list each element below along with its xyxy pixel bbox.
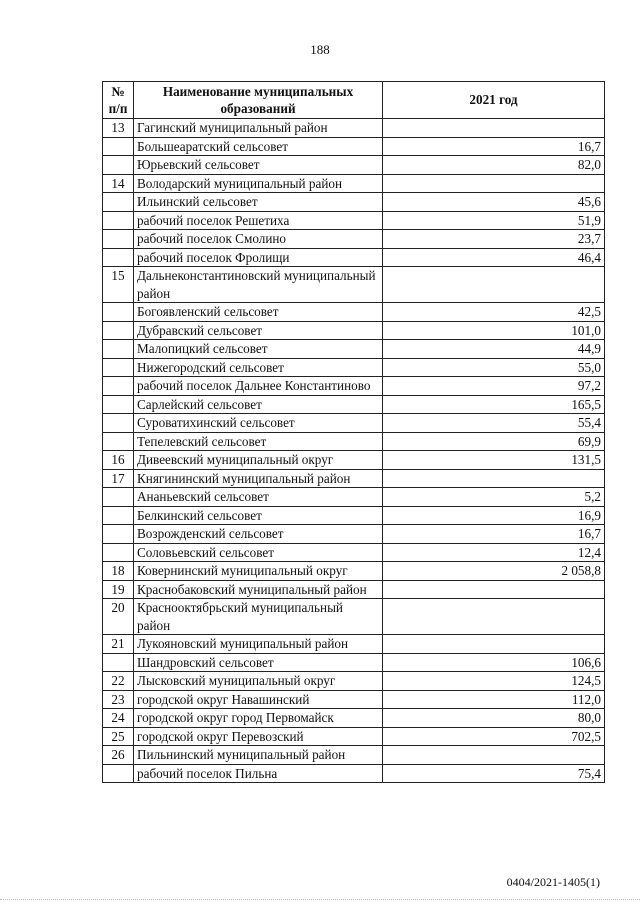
- row-value-cell: 75,4: [383, 764, 605, 783]
- row-value-cell: [383, 119, 605, 138]
- row-name-cell: рабочий поселок Дальнее Константиново: [134, 377, 383, 396]
- row-name-cell: рабочий поселок Фролищи: [134, 248, 383, 267]
- row-name-cell: городской округ Перевозский: [134, 727, 383, 746]
- row-value-cell: [383, 635, 605, 654]
- row-value-cell: 44,9: [383, 340, 605, 359]
- row-value-cell: 101,0: [383, 321, 605, 340]
- table-row: [103, 395, 605, 414]
- row-value-cell: 45,6: [383, 193, 605, 212]
- row-value-cell: [383, 174, 605, 193]
- row-number-cell: 18: [103, 562, 134, 581]
- row-number-cell: 16: [103, 451, 134, 470]
- table-row: [103, 358, 605, 377]
- header-num: № п/п: [103, 82, 134, 119]
- row-name-cell: Краснобаковский муниципальный район: [134, 580, 383, 599]
- table-row: [103, 432, 605, 451]
- row-number-cell: [103, 414, 134, 433]
- row-value-cell: 131,5: [383, 451, 605, 470]
- row-name-cell: городской округ город Первомайск: [134, 709, 383, 728]
- row-name-cell: Возрожденский сельсовет: [134, 525, 383, 544]
- row-name-cell: городской округ Навашинский: [134, 690, 383, 709]
- row-number-cell: 24: [103, 709, 134, 728]
- document-code: 0404/2021-1405(1): [506, 875, 600, 889]
- row-number-cell: 14: [103, 174, 134, 193]
- row-number-cell: 26: [103, 746, 134, 765]
- row-number-cell: 13: [103, 119, 134, 138]
- row-value-cell: [383, 599, 605, 635]
- row-name-cell: рабочий поселок Пильна: [134, 764, 383, 783]
- row-number-cell: [103, 248, 134, 267]
- row-name-cell: Княгининский муниципальный район: [134, 469, 383, 488]
- row-value-cell: 12,4: [383, 543, 605, 562]
- row-name-cell: рабочий поселок Решетиха: [134, 211, 383, 230]
- row-name-cell: Соловьевский сельсовет: [134, 543, 383, 562]
- row-value-cell: 97,2: [383, 377, 605, 396]
- table-row: [103, 727, 605, 746]
- row-value-cell: 16,9: [383, 506, 605, 525]
- row-number-cell: 20: [103, 599, 134, 635]
- page-number: 188: [310, 42, 330, 57]
- row-number-cell: [103, 137, 134, 156]
- row-number-cell: [103, 230, 134, 249]
- row-value-cell: 42,5: [383, 303, 605, 322]
- row-number-cell: [103, 321, 134, 340]
- row-value-cell: 106,6: [383, 653, 605, 672]
- table-row: [103, 599, 605, 635]
- table-row: [103, 211, 605, 230]
- row-name-cell: Дальнеконстантиновский муниципальный район: [134, 267, 383, 303]
- row-value-cell: 55,0: [383, 358, 605, 377]
- table-row: [103, 709, 605, 728]
- table-row: [103, 469, 605, 488]
- row-number-cell: [103, 525, 134, 544]
- table-row: [103, 488, 605, 507]
- row-value-cell: [383, 267, 605, 303]
- row-name-cell: Юрьевский сельсовет: [134, 156, 383, 175]
- row-name-cell: Тепелевский сельсовет: [134, 432, 383, 451]
- header-year: 2021 год: [383, 82, 605, 119]
- row-name-cell: Гагинский муниципальный район: [134, 119, 383, 138]
- row-name-cell: Шандровский сельсовет: [134, 653, 383, 672]
- row-value-cell: 46,4: [383, 248, 605, 267]
- table-row: [103, 137, 605, 156]
- row-number-cell: [103, 303, 134, 322]
- row-number-cell: [103, 358, 134, 377]
- row-name-cell: Белкинский сельсовет: [134, 506, 383, 525]
- row-number-cell: 23: [103, 690, 134, 709]
- row-number-cell: 22: [103, 672, 134, 691]
- row-name-cell: Пильнинский муниципальный район: [134, 746, 383, 765]
- row-number-cell: 17: [103, 469, 134, 488]
- table-row: [103, 230, 605, 249]
- row-number-cell: 15: [103, 267, 134, 303]
- row-name-cell: Сарлейский сельсовет: [134, 395, 383, 414]
- row-value-cell: 55,4: [383, 414, 605, 433]
- row-number-cell: [103, 764, 134, 783]
- table-row: [103, 672, 605, 691]
- row-name-cell: Ананьевский сельсовет: [134, 488, 383, 507]
- table-row: [103, 303, 605, 322]
- row-number-cell: [103, 193, 134, 212]
- row-name-cell: Малопицкий сельсовет: [134, 340, 383, 359]
- table-row: [103, 543, 605, 562]
- municipal-table: [102, 81, 605, 783]
- table-row: [103, 764, 605, 783]
- table-row: [103, 119, 605, 138]
- row-name-cell: Большеаратский сельсовет: [134, 137, 383, 156]
- row-number-cell: [103, 653, 134, 672]
- row-value-cell: 702,5: [383, 727, 605, 746]
- row-number-cell: [103, 506, 134, 525]
- row-value-cell: 16,7: [383, 137, 605, 156]
- row-name-cell: Ковернинский муниципальный округ: [134, 562, 383, 581]
- table-row: [103, 248, 605, 267]
- row-value-cell: [383, 746, 605, 765]
- row-name-cell: Нижегородский сельсовет: [134, 358, 383, 377]
- row-value-cell: [383, 469, 605, 488]
- table-row: [103, 414, 605, 433]
- table-row: [103, 193, 605, 212]
- table-row: [103, 156, 605, 175]
- row-value-cell: 16,7: [383, 525, 605, 544]
- table-row: [103, 340, 605, 359]
- table-row: [103, 377, 605, 396]
- row-name-cell: Дубравский сельсовет: [134, 321, 383, 340]
- table-header-row: [103, 82, 605, 119]
- row-value-cell: 80,0: [383, 709, 605, 728]
- row-name-cell: Дивеевский муниципальный округ: [134, 451, 383, 470]
- row-value-cell: 165,5: [383, 395, 605, 414]
- row-number-cell: [103, 377, 134, 396]
- table-row: [103, 653, 605, 672]
- table-row: [103, 580, 605, 599]
- row-number-cell: 21: [103, 635, 134, 654]
- table-row: [103, 267, 605, 303]
- row-value-cell: 82,0: [383, 156, 605, 175]
- row-name-cell: Лукояновский муниципальный район: [134, 635, 383, 654]
- row-number-cell: [103, 156, 134, 175]
- row-value-cell: 112,0: [383, 690, 605, 709]
- row-value-cell: [383, 580, 605, 599]
- table-row: [103, 506, 605, 525]
- row-name-cell: рабочий поселок Смолино: [134, 230, 383, 249]
- row-name-cell: Богоявленский сельсовет: [134, 303, 383, 322]
- row-value-cell: 69,9: [383, 432, 605, 451]
- table-row: [103, 746, 605, 765]
- row-value-cell: 2 058,8: [383, 562, 605, 581]
- row-value-cell: 51,9: [383, 211, 605, 230]
- table-row: [103, 451, 605, 470]
- row-name-cell: Володарский муниципальный район: [134, 174, 383, 193]
- table-row: [103, 525, 605, 544]
- row-number-cell: [103, 432, 134, 451]
- table-row: [103, 174, 605, 193]
- table-row: [103, 562, 605, 581]
- row-name-cell: Лысковский муниципальный округ: [134, 672, 383, 691]
- row-name-cell: Ильинский сельсовет: [134, 193, 383, 212]
- row-number-cell: 19: [103, 580, 134, 599]
- table-row: [103, 690, 605, 709]
- table-row: [103, 321, 605, 340]
- row-number-cell: 25: [103, 727, 134, 746]
- row-value-cell: 124,5: [383, 672, 605, 691]
- row-number-cell: [103, 543, 134, 562]
- row-value-cell: 23,7: [383, 230, 605, 249]
- row-value-cell: 5,2: [383, 488, 605, 507]
- row-name-cell: Суроватихинский сельсовет: [134, 414, 383, 433]
- header-name: Наименование муниципальных образований: [134, 82, 383, 119]
- row-number-cell: [103, 488, 134, 507]
- row-number-cell: [103, 211, 134, 230]
- table-row: [103, 635, 605, 654]
- table-body: [103, 119, 605, 783]
- row-name-cell: Краснооктябрьский муниципальный район: [134, 599, 383, 635]
- row-number-cell: [103, 340, 134, 359]
- row-number-cell: [103, 395, 134, 414]
